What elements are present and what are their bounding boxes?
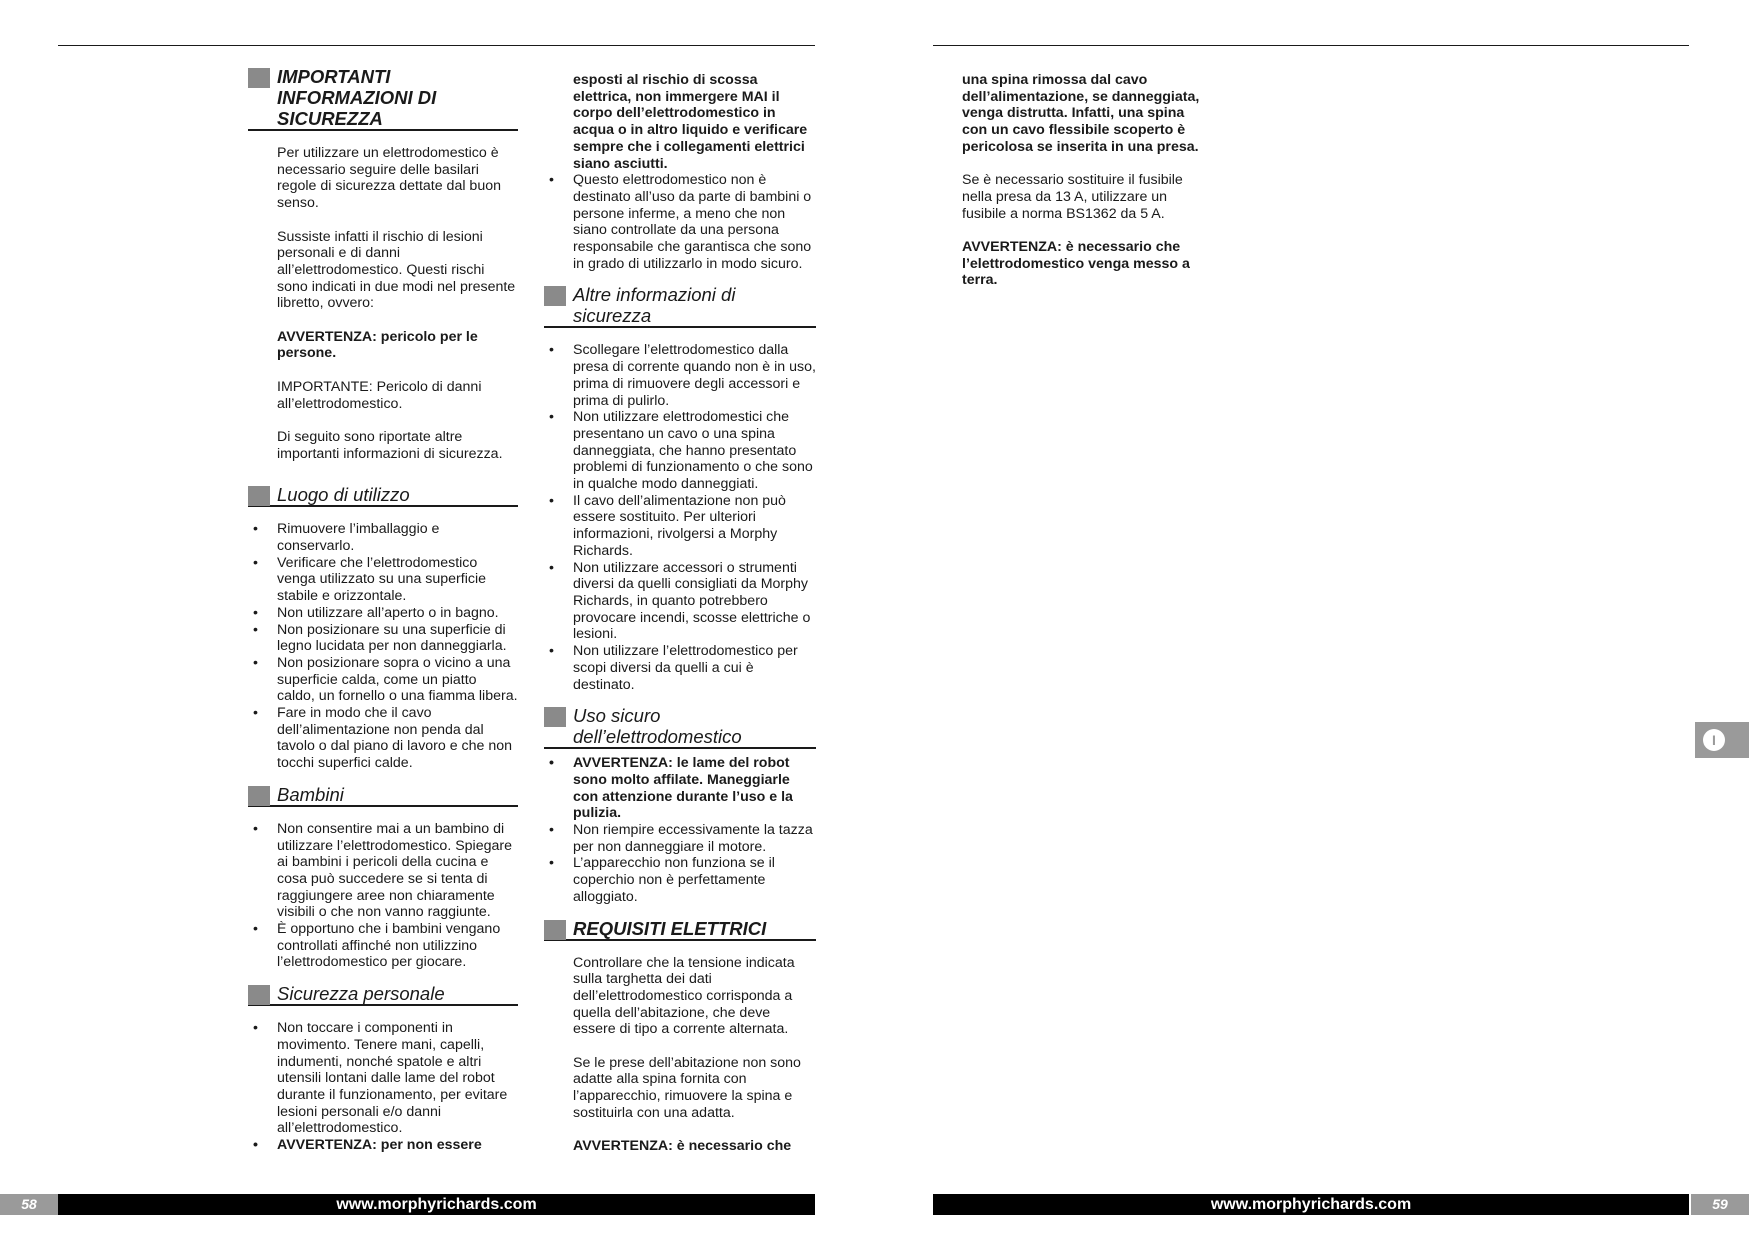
- paragraph-fuse: Se è necessario sostituire il fusibile nella presa da 13 A, utilizzare un fusibile a norma BS1362 da 5 A.: [962, 172, 1183, 222]
- section-heading-requisiti: [544, 918, 816, 941]
- list-item: • Non utilizzare l’elettrodomestico per scopi diversi da quelli a cui è destinato.: [544, 643, 816, 693]
- column-1: [248, 66, 518, 1166]
- bullet-list-luogo: [248, 521, 518, 772]
- heading-text: Uso sicuro dell’elettrodomestico: [573, 705, 742, 748]
- heading-square-icon: [248, 985, 270, 1005]
- bullet-list-continued: [544, 172, 816, 272]
- top-rule-left: [58, 45, 815, 46]
- heading-text: Sicurezza personale: [277, 983, 445, 1005]
- paragraph: Per utilizzare un elettrodomestico è necessario seguire delle basilari regole di sicurezza dettate dal buon senso.: [277, 145, 501, 212]
- language-tab: [1695, 722, 1749, 758]
- heading-square-icon: [248, 486, 270, 506]
- list-item: • Scollegare l’elettrodomestico dalla presa di corrente quando non è in uso, prima di rimuovere degli accessori e prima di pulirlo.: [544, 342, 816, 409]
- section-heading-importanti: [248, 66, 518, 131]
- paragraph: Sussiste infatti il rischio di lesioni personali e di danni all’elettrodomestico. Questi rischi sono indicati in due modi nel presente libretto, ovvero:: [277, 228, 516, 312]
- list-item: • Il cavo dell’alimentazione non può essere sostituito. Per ulteriori informazioni, rivolgersi a Morphy Richards.: [544, 493, 816, 560]
- paragraph: Se le prese dell’abitazione non sono adatte alla spina fornita con l’apparecchio, rimuovere la spina e sostituirla con una adatta.: [573, 1054, 801, 1121]
- column-2: [544, 72, 816, 1172]
- bullet-list-altre: [544, 342, 816, 693]
- list-item: • Non utilizzare elettrodomestici che presentano un cavo o una spina danneggiata, che hanno presentato problemi di funzionamento o che sono in qualche modo danneggiati.: [544, 409, 816, 493]
- footer-url-left[interactable]: www.morphyrichards.com: [58, 1194, 815, 1215]
- heading-square-icon: [248, 68, 270, 88]
- footer-url-right[interactable]: www.morphyrichards.com: [933, 1194, 1689, 1215]
- section-heading-altre: [544, 284, 816, 328]
- continued-warning: una spina rimossa dal cavo dell’alimentazione, se danneggiata, venga distrutta. Infatti, una spina con un cavo flessibile scoperto è pericolosa se inserita in una presa.: [962, 72, 1200, 155]
- warning-paragraph: AVVERTENZA: è necessario che: [573, 1138, 792, 1155]
- list-item: • Non posizionare sopra o vicino a una superficie calda, come un piatto caldo, un fornello o una fiamma libera.: [248, 655, 518, 705]
- bullet-list-personale: [248, 1020, 518, 1154]
- heading-square-icon: [544, 286, 566, 306]
- top-rule-right: [933, 45, 1689, 46]
- warning-paragraph: AVVERTENZA: è necessario che l’elettrodomestico venga messo a terra.: [962, 239, 1190, 289]
- heading-text: IMPORTANTI INFORMAZIONI DI SICUREZZA: [277, 66, 437, 129]
- section-heading-personale: [248, 983, 518, 1006]
- heading-square-icon: [544, 707, 566, 727]
- list-item-warning: • AVVERTENZA: per non essere: [248, 1137, 518, 1154]
- heading-text: Altre informazioni di sicurezza: [573, 284, 736, 327]
- heading-text: Luogo di utilizzo: [277, 484, 410, 506]
- language-tab-label: I: [1703, 729, 1725, 751]
- list-item-warning: • AVVERTENZA: le lame del robot sono molto affilate. Maneggiarle con attenzione durante l’uso e la pulizia.: [544, 755, 816, 822]
- bullet-list-bambini: [248, 821, 518, 971]
- heading-square-icon: [248, 786, 270, 806]
- page-number-left: 58: [0, 1194, 58, 1215]
- list-item: • È opportuno che i bambini vengano controllati affinché non utilizzino l’elettrodomestico per giocare.: [248, 921, 518, 971]
- continued-warning: esposti al rischio di scossa elettrica, non immergere MAI il corpo dell’elettrodomestico in acqua o in altro liquido e verificare sempre che i collegamenti elettrici siano asciutti.: [573, 72, 808, 172]
- heading-square-icon: [544, 920, 566, 940]
- list-item: • Non toccare i componenti in movimento. Tenere mani, capelli, indumenti, nonché spatole e altri utensili lontani dalle lame del robot durante il funzionamento, per evitare lesioni personali e/o danni all’elettrodomestico.: [248, 1020, 518, 1137]
- section-heading-bambini: [248, 784, 518, 807]
- paragraph: Controllare che la tensione indicata sulla targhetta dei dati dell’elettrodomestico corrisponda a quella dell’abitazione, che deve essere di tipo a corrente alternata.: [573, 954, 795, 1038]
- section-heading-uso: [544, 705, 816, 749]
- list-item: • Non utilizzare accessori o strumenti diversi da quelli consigliati da Morphy Richards, in quanto potrebbero provocare incendi, scosse elettriche o lesioni.: [544, 560, 816, 644]
- heading-text: Bambini: [277, 783, 344, 805]
- section-heading-luogo: [248, 484, 518, 507]
- list-item: • Verificare che l’elettrodomestico venga utilizzato su una superficie stabile e orizzontale.: [248, 555, 518, 605]
- list-item: • Rimuovere l’imballaggio e conservarlo.: [248, 521, 518, 554]
- list-item: • Questo elettrodomestico non è destinato all’uso da parte di bambini o persone inferme, a meno che non siano controllate da una persona responsabile che garantisca che sono in grado di utilizzarlo in modo sicuro.: [544, 172, 816, 272]
- page-number-right: 59: [1691, 1194, 1749, 1215]
- list-item: • L’apparecchio non funziona se il coperchio non è perfettamente alloggiato.: [544, 855, 816, 905]
- list-item: • Non posizionare su una superficie di legno lucidata per non danneggiarla.: [248, 622, 518, 655]
- list-item: • Non consentire mai a un bambino di utilizzare l’elettrodomestico. Spiegare ai bambini i pericoli della cucina e cosa può succedere se si tenta di raggiungere aree non chiaramente visibili o che non vanno raggiunte.: [248, 821, 518, 921]
- paragraph: Di seguito sono riportate altre importanti informazioni di sicurezza.: [277, 428, 503, 462]
- paragraph: IMPORTANTE: Pericolo di danni all’elettrodomestico.: [277, 378, 482, 412]
- heading-text: REQUISITI ELETTRICI: [573, 917, 767, 939]
- requisiti-text: [544, 955, 816, 1155]
- list-item: • Non riempire eccessivamente la tazza per non danneggiare il motore.: [544, 822, 816, 855]
- intro-text: [248, 145, 518, 462]
- column-3: [962, 72, 1212, 306]
- list-item: • Fare in modo che il cavo dell’alimentazione non penda dal tavolo o dal piano di lavoro e che non tocchi superfici calde.: [248, 705, 518, 772]
- list-item: • Non utilizzare all’aperto o in bagno.: [248, 605, 518, 622]
- bullet-list-uso: [544, 755, 816, 905]
- warning-paragraph: AVVERTENZA: pericolo per le persone.: [277, 328, 478, 362]
